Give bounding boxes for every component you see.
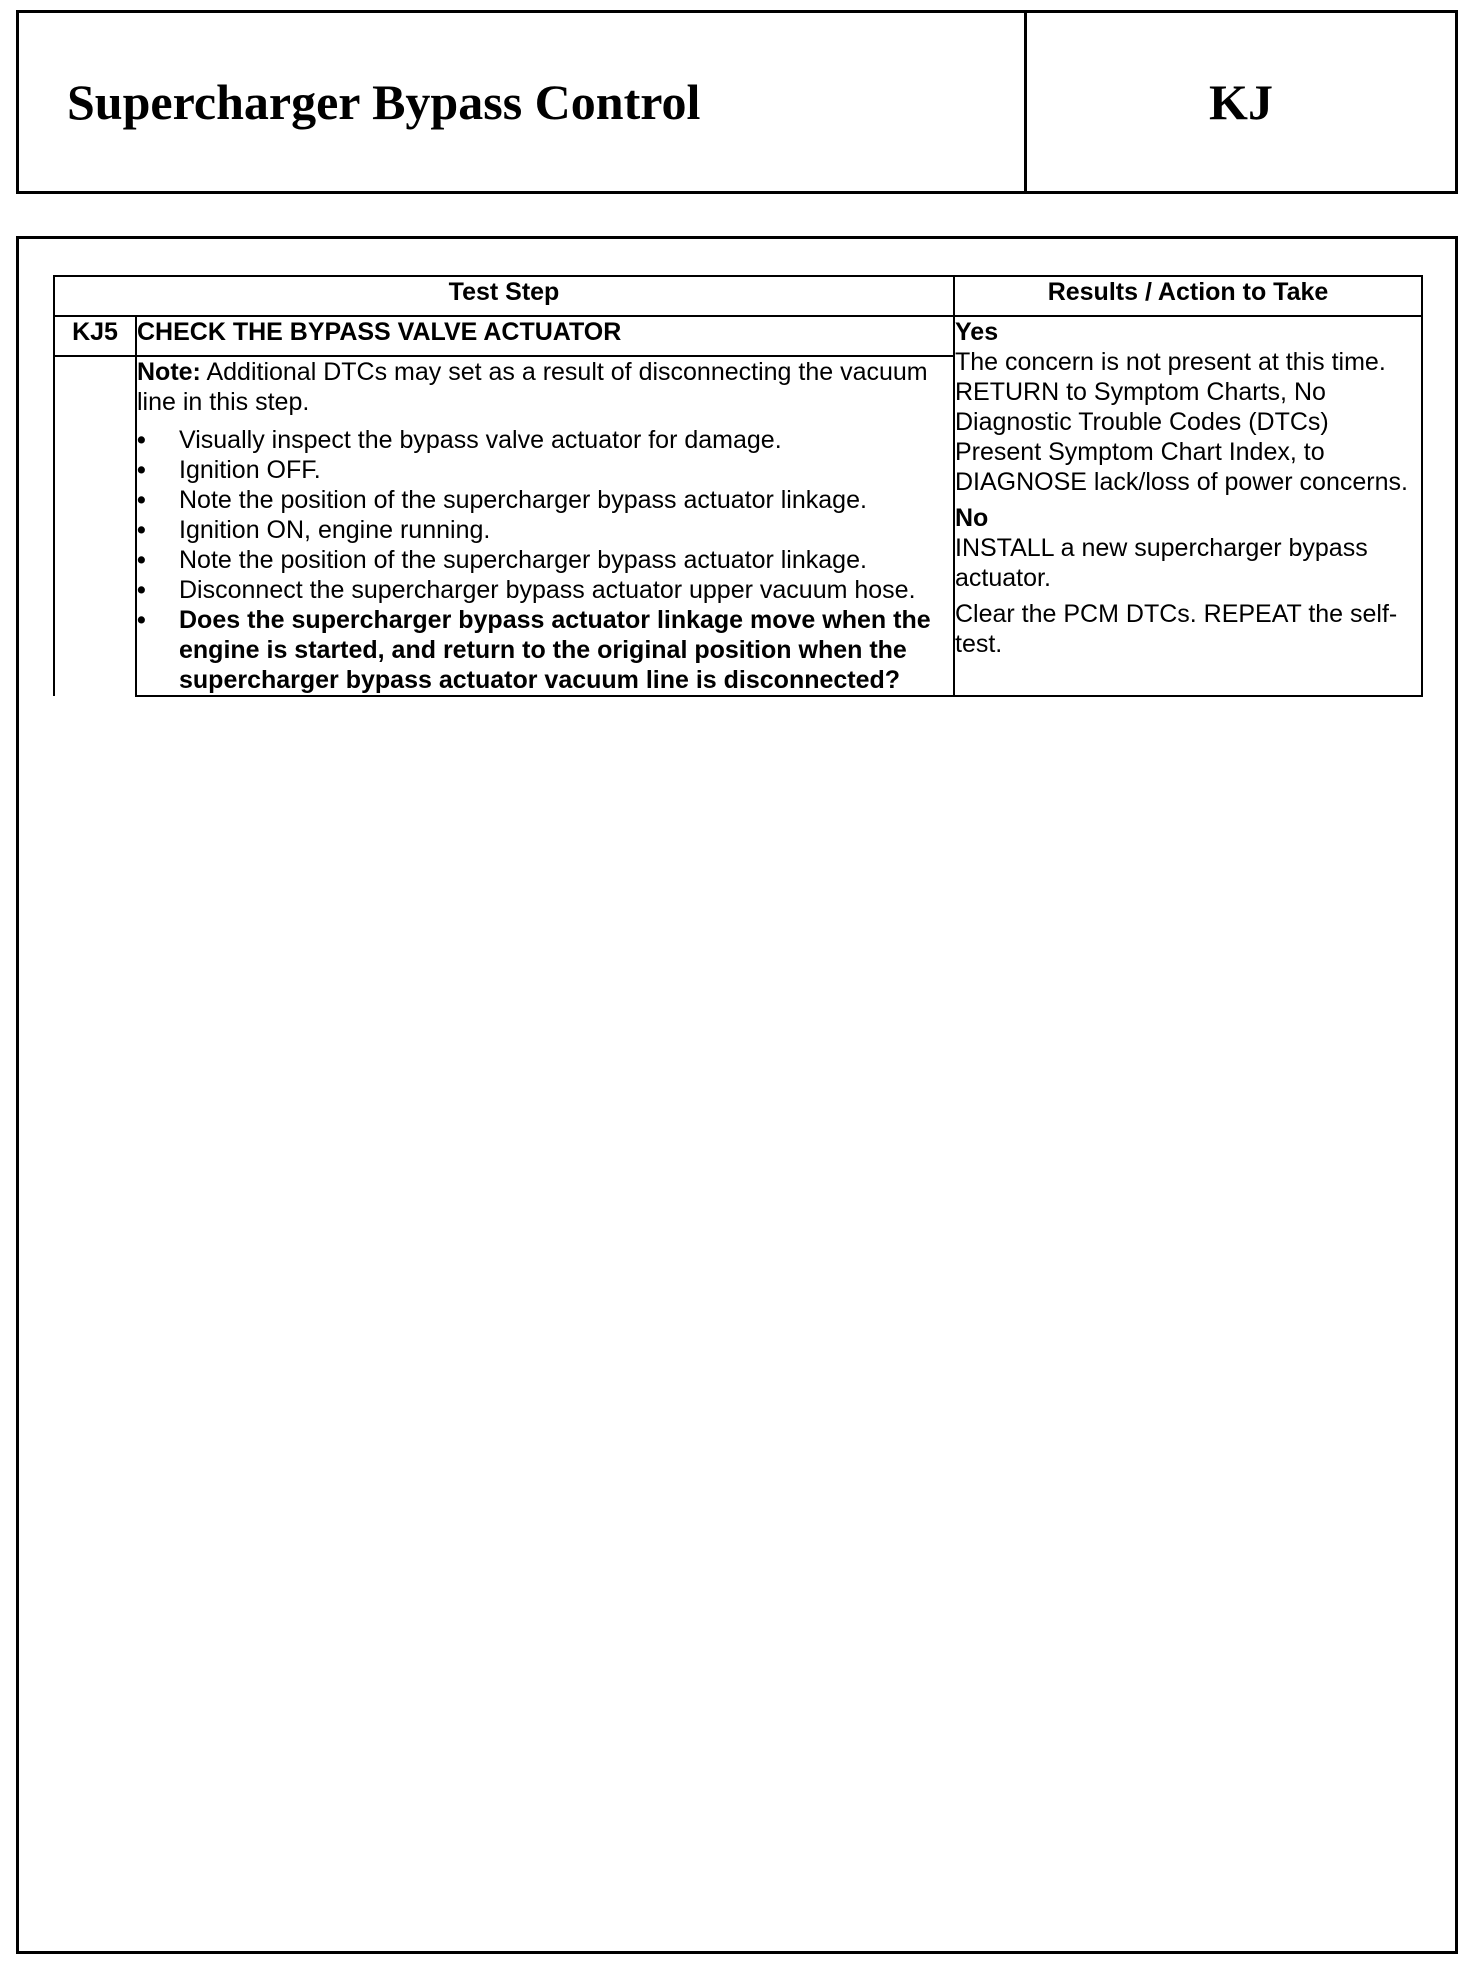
column-header-results: Results / Action to Take (954, 276, 1422, 316)
column-header-test-step: Test Step (54, 276, 954, 316)
test-step-table (53, 275, 1423, 697)
step-id-spacer (54, 356, 136, 696)
list-item: • Ignition ON, engine running. (137, 515, 953, 545)
step-id: KJ5 (54, 316, 136, 356)
results-cell (954, 316, 1422, 696)
page-title: Supercharger Bypass Control (19, 13, 1027, 191)
list-item: • Visually inspect the bypass valve actuator for damage. (137, 425, 953, 455)
step-instructions (136, 356, 954, 696)
list-item: • Note the position of the supercharger bypass actuator linkage. (137, 545, 953, 575)
result-no-action-1: INSTALL a new supercharger bypass actuator. (955, 534, 1368, 592)
content-frame (16, 236, 1458, 1954)
list-item: • Note the position of the supercharger bypass actuator linkage. (137, 485, 953, 515)
table-header-row (54, 276, 1422, 316)
page-header (16, 10, 1458, 194)
step-title-row (54, 316, 1422, 356)
result-yes-text: The concern is not present at this time. RETURN to Symptom Charts, No Diagnostic Trouble Codes (DTCs) Present Symptom Chart Index, to DIAGNOSE lack/loss of power concerns. (955, 348, 1408, 496)
note-text: Additional DTCs may set as a result of disconnecting the vacuum line in this step. (137, 358, 928, 416)
result-yes-label: Yes (955, 318, 999, 346)
list-item: • Disconnect the supercharger bypass actuator upper vacuum hose. (137, 575, 953, 605)
note-label: Note: (137, 358, 201, 386)
section-code: KJ (1209, 74, 1273, 130)
step-question: • Does the supercharger bypass actuator linkage move when the engine is started, and return to the original position when the supercharger bypass actuator vacuum line is disconnected? (137, 605, 953, 695)
result-no-label: No (955, 504, 989, 532)
step-note (137, 357, 953, 417)
instruction-list (137, 425, 953, 695)
result-no-action-2: Clear the PCM DTCs. REPEAT the self-test. (955, 600, 1398, 658)
list-item: • Ignition OFF. (137, 455, 953, 485)
step-title: CHECK THE BYPASS VALVE ACTUATOR (136, 316, 954, 356)
